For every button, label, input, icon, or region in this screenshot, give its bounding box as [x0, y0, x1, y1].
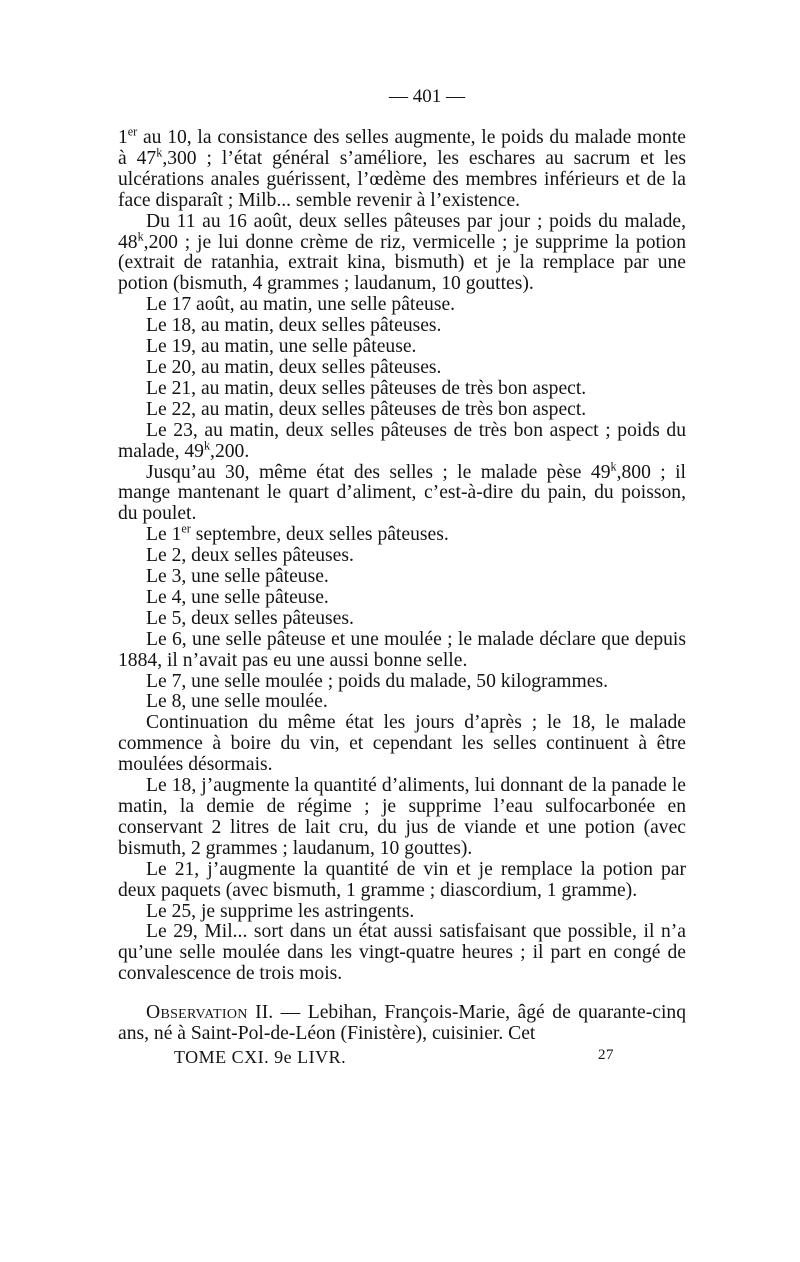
footer-volume: TOME CXI. 9e LIVR. — [174, 1046, 347, 1067]
observation-heading-paragraph: Observation II. — Lebihan, François-Marie, âgé de quarante-cinq ans, né à Saint-Pol-de-Léon (Finistère), cuisinier. Cet — [118, 1002, 686, 1045]
paragraph: Le 5, deux selles pâteuses. — [146, 607, 354, 629]
paragraph: Le 1er septembre, deux selles pâteuses. — [146, 521, 449, 546]
paragraph: Le 4, une selle pâteuse. — [146, 586, 329, 608]
paragraph: Le 29, Mil... sort dans un état aussi satisfaisant que possible, il n’a qu’une selle moulée dans les vingt-quatre heures ; il part en congé de convalescence de trois mois. — [118, 921, 686, 985]
paragraph: Le 21, au matin, deux selles pâteuses de très bon aspect. — [146, 377, 587, 399]
paragraph: Le 21, j’augmente la quantité de vin et je remplace la potion par deux paquets (avec bismuth, 1 gramme ; diascordium, 1 gramme). — [118, 858, 686, 901]
body-text — [118, 124, 686, 1045]
paragraph: Le 25, je supprime les astringents. — [146, 900, 415, 922]
book-page — [118, 86, 686, 1068]
paragraph: Jusqu’au 30, même état des selles ; le malade pèse 49$^k$,800 ; il mange mantenant le quart d’aliment, c’est-à-dire du pain, du poisson, du poulet. — [118, 459, 686, 525]
paragraph: Le 17 août, au matin, une selle pâteuse. — [146, 294, 456, 316]
paragraph: Le 7, une selle moulée ; poids du malade, 50 kilogrammes. — [146, 670, 608, 692]
footer-signature-number: 27 — [598, 1046, 614, 1063]
page-footer — [118, 1047, 686, 1068]
paragraph: Le 6, une selle pâteuse et une moulée ; le malade déclare que depuis 1884, il n’avait pas eu une aussi bonne selle. — [118, 628, 686, 671]
paragraph: Le 18, j’augmente la quantité d’aliments, lui donnant de la panade le matin, la demie de régime ; je supprime l’eau sulfocarbonée en conservant 2 litres de lait cru, du jus de viande et une potion (avec bismuth, 2 grammes ; laudanum, 10 gouttes). — [118, 775, 686, 859]
paragraph: Le 8, une selle moulée. — [146, 691, 328, 713]
paragraph: Continuation du même état les jours d’après ; le 18, le malade commence à boire du vin, et cependant les selles continuent à être moulées désormais. — [118, 712, 686, 776]
paragraph: Le 3, une selle pâteuse. — [146, 566, 329, 588]
page-number-header: — 401 — — [389, 86, 465, 107]
paragraph: Du 11 au 16 août, deux selles pâteuses par jour ; poids du malade, 48$^k$,200 ; je lui donne crème de riz, vermicelle ; je supprime la potion (extrait de ratanhia, extrait kina, bismuth) et je la remplace par une potion (bismuth, 4 grammes ; laudanum, 10 gouttes). — [118, 210, 686, 295]
paragraph: Le 2, deux selles pâteuses. — [146, 545, 354, 567]
paragraph: Le 23, au matin, deux selles pâteuses de très bon aspect ; poids du malade, 49$^k$,200. — [118, 419, 686, 462]
paragraph: Le 22, au matin, deux selles pâteuses de très bon aspect. — [146, 398, 587, 420]
paragraph: 1er au 10, la consistance des selles augmente, le poids du malade monte à 47$^k$,300 ; l’état général s’améliore, les eschares au sacrum et les ulcérations anales guérissent, l’œdème des membres inférieurs et de la face disparaît ; Milb... semble revenir à l’existence. — [118, 124, 686, 211]
paragraph: Le 20, au matin, deux selles pâteuses. — [146, 356, 442, 378]
paragraph: Le 19, au matin, une selle pâteuse. — [146, 336, 417, 358]
paragraph: Le 18, au matin, deux selles pâteuses. — [146, 315, 442, 337]
